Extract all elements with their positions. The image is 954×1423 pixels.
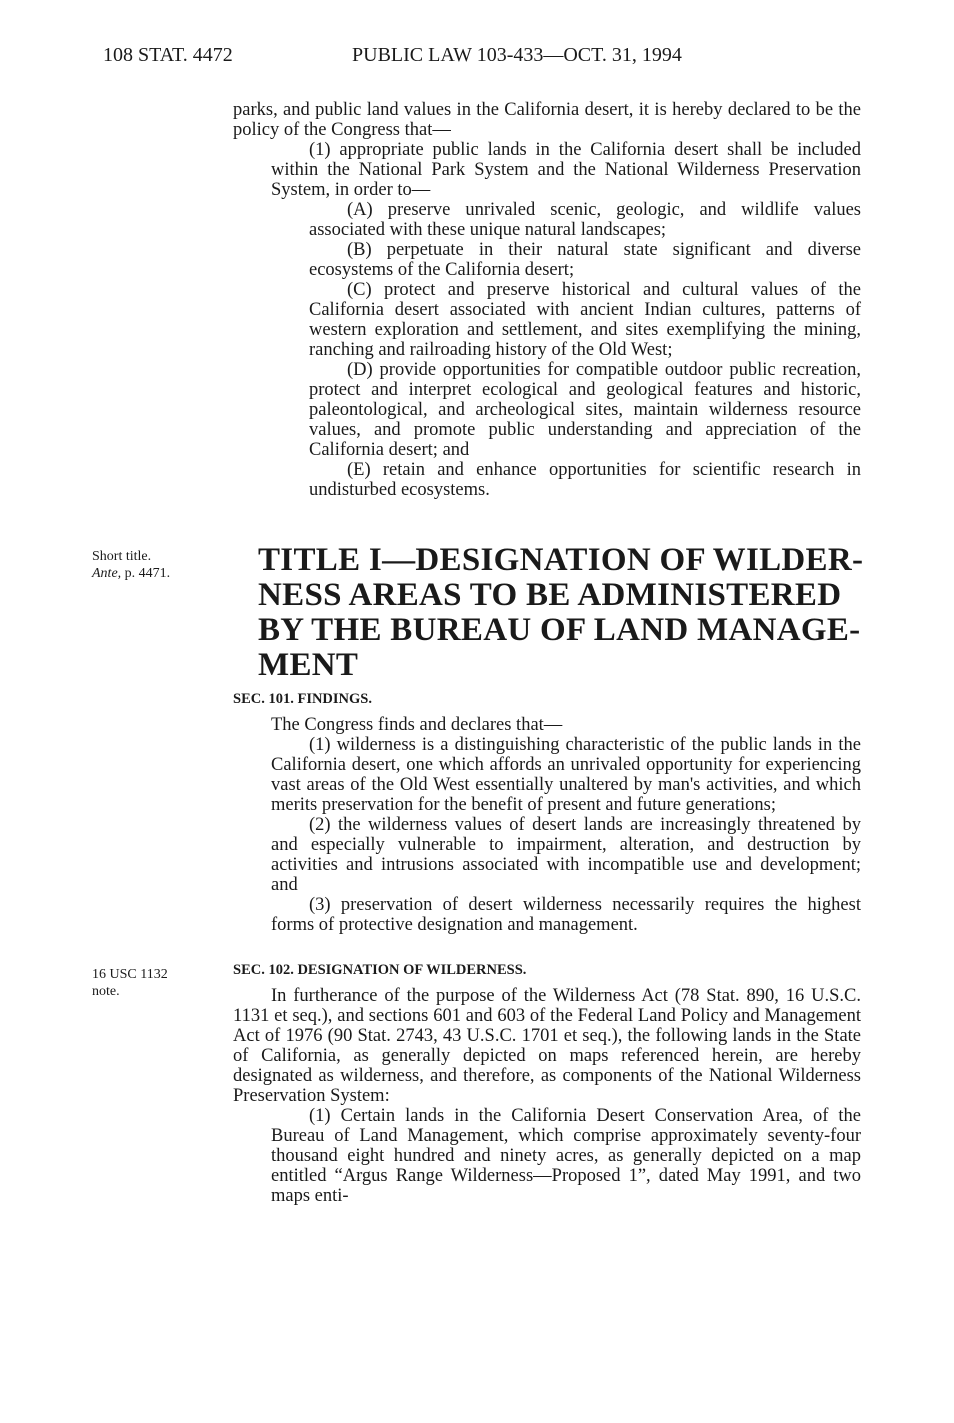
ante-page: p. 4471. [121,566,171,581]
finding-item-2: (2) the wilderness values of desert lands are increasingly threatened by and especially vulnerable to impairment, alteration, and destruction by activities and intrusions associated with incompatible use and development; and [271,815,861,895]
usc-note: note. [92,984,120,999]
policy-item-1: (1) appropriate public lands in the California desert shall be included within the National Park System and the National Wilderness Preservation System, in order to— [271,140,861,200]
designation-lead: In furtherance of the purpose of the Wilderness Act (78 Stat. 890, 16 U.S.C. 1131 et seq.), and sections 601 and 603 of the Federal Land Policy and Management Act of 1976 (90 Stat. 2743, 43 U.S.C. 1701 et seq.), the following lands in the State of California, as generally depicted on maps referenced herein, are hereby designated as wilderness, and therefore, as components of the National Wilderness Preservation System: [233,986,861,1106]
usc-citation: 16 USC 1132 [92,967,168,982]
title-heading [258,542,864,683]
page-header [0,44,954,74]
policy-item-b: (B) perpetuate in their natural state significant and diverse ecosystems of the California desert; [309,240,861,280]
title-line-3: BY THE BUREAU OF LAND MANAGE- [258,612,861,648]
policy-lead: parks, and public land values in the California desert, it is hereby declared to be the policy of the Congress that— [233,100,861,140]
finding-item-3: (3) preservation of desert wilderness necessarily requires the highest forms of protective designation and management. [271,895,861,935]
stat-reference: 108 STAT. 4472 [103,44,233,66]
policy-item-d: (D) provide opportunities for compatible outdoor public recreation, protect and interpret ecological and geological features and historic, paleontological, and archeological sites, maintain wilderness resource values, and promote public understanding and appreciation of the California desert; and [309,360,861,460]
designation-item-1: (1) Certain lands in the California Desert Conservation Area, of the Bureau of Land Management, which comprise approximately seventy-four thousand eight hundred and ninety acres, as generally depicted on a map entitled “Argus Range Wilderness—Proposed 1”, dated May 1991, and two maps enti- [271,1106,861,1206]
title-line-4: MENT [258,647,359,683]
policy-item-e: (E) retain and enhance opportunities for scientific research in undisturbed ecosystems. [309,460,861,500]
public-law-reference: PUBLIC LAW 103-433—OCT. 31, 1994 [352,44,682,66]
title-line-1: TITLE I—DESIGNATION OF WILDER- [258,542,864,578]
finding-item-1: (1) wilderness is a distinguishing characteristic of the public lands in the California desert, one which affords an unrivaled opportunity for experiencing vast areas of the Old West essentially unaltered by man's activities, and which merits preservation for the benefit of present and future generations; [271,735,861,815]
policy-item-c: (C) protect and preserve historical and cultural values of the California desert associated with ancient Indian cultures, patterns of western exploration and settlement, and sites exemplifying the mining, ranching and railroading history of the Old West; [309,280,861,360]
ante-note [92,565,212,582]
title-line-2: NESS AREAS TO BE ADMINISTERED [258,577,842,613]
sec-101-heading: SEC. 101. FINDINGS. [233,691,372,707]
margin-note-usc [92,966,212,1000]
policy-item-a: (A) preserve unrivaled scenic, geologic, and wildlife values associated with these unique natural landscapes; [309,200,861,240]
sec-102-heading: SEC. 102. DESIGNATION OF WILDERNESS. [233,962,527,978]
margin-note-short-title [92,548,212,582]
designation-section [233,986,861,1206]
findings-section [233,715,861,935]
ante-label: Ante, [92,566,122,581]
findings-lead: The Congress finds and declares that— [271,715,563,735]
policy-section [233,100,861,500]
short-title-note: Short title. [92,549,152,564]
